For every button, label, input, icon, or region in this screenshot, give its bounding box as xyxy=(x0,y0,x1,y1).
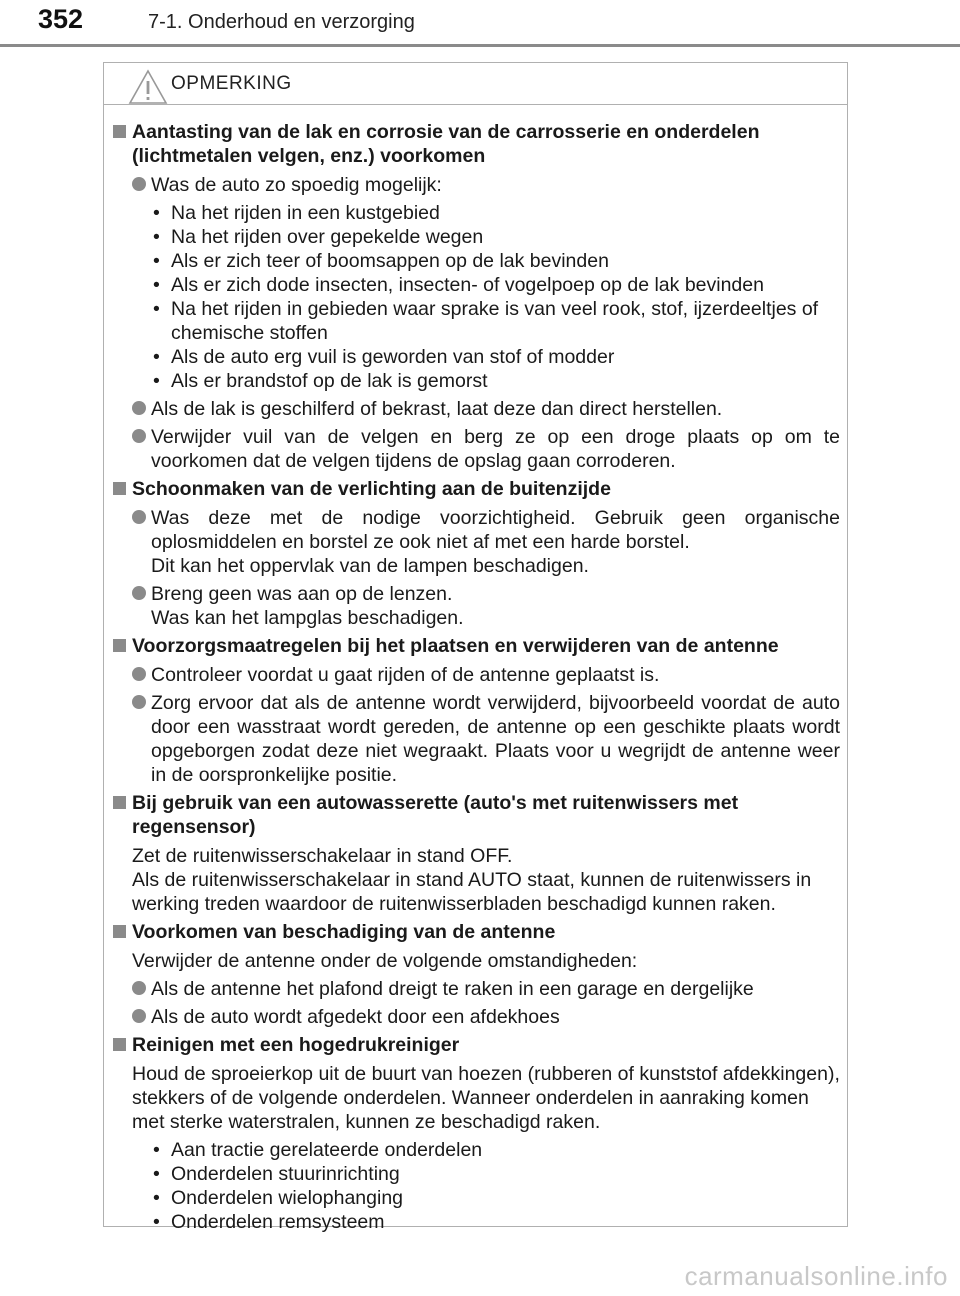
square-bullet-icon xyxy=(113,482,126,495)
paragraph-text: Houd de sproeierkop uit de buurt van hoezen (rubberen of kunststof afdekkingen), stekkers of de volgende onderdelen. Wanneer onderdelen in aanraking komen met sterke waterstralen, kunnen ze beschadigd raken. xyxy=(132,1063,840,1133)
watermark: carmanualsonline.info xyxy=(684,1261,948,1291)
bullet-text: Na het rijden over gepekelde wegen xyxy=(171,226,484,248)
paragraph-text: Zet de ruitenwisserschakelaar in stand OFF. xyxy=(132,845,513,867)
paragraph xyxy=(132,949,840,973)
heading-text: Schoonmaken van de verlichting aan de buitenzijde xyxy=(132,478,611,500)
square-bullet-icon xyxy=(113,125,126,138)
bullet-mark: • xyxy=(153,1163,160,1185)
bullet-text: Onderdelen wielophanging xyxy=(171,1187,404,1209)
bullet-item xyxy=(151,225,840,249)
bullet-list xyxy=(113,1138,840,1234)
section-title: 7-1. Onderhoud en verzorging xyxy=(148,11,415,33)
dot-item xyxy=(132,1005,840,1029)
bullet-list xyxy=(113,201,840,393)
bullet-mark: • xyxy=(153,202,160,224)
bullet-mark: • xyxy=(153,274,160,296)
page-header xyxy=(0,0,960,48)
bullet-item xyxy=(151,1186,840,1210)
dot-item xyxy=(132,977,840,1001)
circle-bullet-icon xyxy=(132,667,146,681)
dot-text: Als de auto wordt afgedekt door een afdekhoes xyxy=(151,1006,560,1028)
circle-bullet-icon xyxy=(132,510,146,524)
dot-item xyxy=(132,691,840,787)
circle-bullet-icon xyxy=(132,401,146,415)
dot-text: Zorg ervoor dat als de antenne wordt verwijderd, bijvoorbeeld voordat de auto door een wasstraat wordt gereden, de antenne op een geschikte plaats wordt opgeborgen zodat deze niet wegraakt. Plaats voor u wegrijdt de antenne weer in de oorspronkelijke positie. xyxy=(151,692,840,786)
bullet-mark: • xyxy=(153,226,160,248)
notice-title: OPMERKING xyxy=(171,73,292,94)
dot-item xyxy=(132,582,840,630)
bullet-text: Als de auto erg vuil is geworden van stof of modder xyxy=(171,346,615,368)
bullet-mark: • xyxy=(153,1187,160,1209)
bullet-item xyxy=(151,345,840,369)
circle-bullet-icon xyxy=(132,586,146,600)
heading-text: Aantasting van de lak en corrosie van de carrosserie en onderdelen (lichtmetalen velgen, enz.) voorkomen xyxy=(132,121,760,167)
paragraph xyxy=(132,844,840,916)
bullet-mark: • xyxy=(153,1211,160,1233)
dot-item xyxy=(132,397,840,421)
dot-text: Controleer voordat u gaat rijden of de antenne geplaatst is. xyxy=(151,664,660,686)
square-bullet-icon xyxy=(113,639,126,652)
dot-item xyxy=(132,663,840,687)
bullet-text: Als er brandstof op de lak is gemorst xyxy=(171,370,488,392)
notice-box xyxy=(103,62,848,1233)
paragraph-text: Verwijder de antenne onder de volgende omstandigheden: xyxy=(132,950,638,972)
page-number: 352 xyxy=(38,4,84,34)
dot-text: Als de lak is geschilferd of bekrast, laat deze dan direct herstellen. xyxy=(151,398,723,420)
square-bullet-icon xyxy=(113,925,126,938)
notice-header xyxy=(104,63,847,105)
section-heading xyxy=(113,120,840,168)
square-bullet-icon xyxy=(113,1038,126,1051)
dot-item xyxy=(132,506,840,578)
dot-text: Als de antenne het plafond dreigt te raken in een garage en dergelijke xyxy=(151,978,754,1000)
bullet-item xyxy=(151,369,840,393)
dot-item xyxy=(132,425,840,473)
section-heading xyxy=(113,920,840,944)
bullet-item xyxy=(151,273,840,297)
bullet-item xyxy=(151,201,840,225)
dot-item xyxy=(132,173,840,197)
heading-text: Bij gebruik van een autowasserette (auto's met ruitenwissers met regensensor) xyxy=(132,792,739,838)
bullet-text: Onderdelen remsysteem xyxy=(171,1211,385,1233)
bullet-item xyxy=(151,249,840,273)
circle-bullet-icon xyxy=(132,1009,146,1023)
circle-bullet-icon xyxy=(132,981,146,995)
bullet-text: Na het rijden in gebieden waar sprake is van veel rook, stof, ijzerdeeltjes of chemische stoffen xyxy=(171,298,819,344)
bullet-item xyxy=(151,297,840,345)
bullet-item xyxy=(151,1138,840,1162)
dot-text: Verwijder vuil van de velgen en berg ze op een droge plaats op om te voorkomen dat de velgen tijdens de opslag gaan corroderen. xyxy=(151,426,840,472)
circle-bullet-icon xyxy=(132,695,146,709)
bullet-text: Na het rijden in een kustgebied xyxy=(171,202,440,224)
dot-text-continued: Was kan het lampglas beschadigen. xyxy=(151,607,464,629)
circle-bullet-icon xyxy=(132,429,146,443)
dot-text: Was deze met de nodige voorzichtigheid. Gebruik geen organische oplosmiddelen en borstel ze ook niet af met een harde borstel. xyxy=(151,507,840,553)
circle-bullet-icon xyxy=(132,177,146,191)
bullet-mark: • xyxy=(153,250,160,272)
paragraph-text: Als de ruitenwisserschakelaar in stand AUTO staat, kunnen de ruitenwissers in werking treden waardoor de ruitenwisserbladen beschadigd kunnen raken. xyxy=(132,869,812,915)
bullet-item xyxy=(151,1210,840,1234)
header-rule xyxy=(0,44,960,47)
dot-text: Breng geen was aan op de lenzen. xyxy=(151,583,453,605)
heading-text: Voorkomen van beschadiging van de antenne xyxy=(132,921,556,943)
bullet-text: Als er zich teer of boomsappen op de lak bevinden xyxy=(171,250,609,272)
bullet-item xyxy=(151,1162,840,1186)
bullet-mark: • xyxy=(153,370,160,392)
dot-text: Was de auto zo spoedig mogelijk: xyxy=(151,174,442,196)
bullet-mark: • xyxy=(153,346,160,368)
section-heading xyxy=(113,791,840,839)
warning-triangle-icon xyxy=(128,69,168,105)
heading-text: Voorzorgsmaatregelen bij het plaatsen en verwijderen van de antenne xyxy=(132,635,779,657)
bullet-text: Onderdelen stuurinrichting xyxy=(171,1163,400,1185)
bullet-text: Aan tractie gerelateerde onderdelen xyxy=(171,1139,483,1161)
square-bullet-icon xyxy=(113,796,126,809)
section-heading xyxy=(113,634,840,658)
notice-content xyxy=(113,120,840,1238)
bullet-mark: • xyxy=(153,298,160,320)
heading-text: Reinigen met een hogedrukreiniger xyxy=(132,1034,460,1056)
section-heading xyxy=(113,1033,840,1057)
bullet-text: Als er zich dode insecten, insecten- of vogelpoep op de lak bevinden xyxy=(171,274,764,296)
paragraph xyxy=(132,1062,840,1134)
section-heading xyxy=(113,477,840,501)
bullet-mark: • xyxy=(153,1139,160,1161)
dot-text-continued: Dit kan het oppervlak van de lampen beschadigen. xyxy=(151,555,589,577)
